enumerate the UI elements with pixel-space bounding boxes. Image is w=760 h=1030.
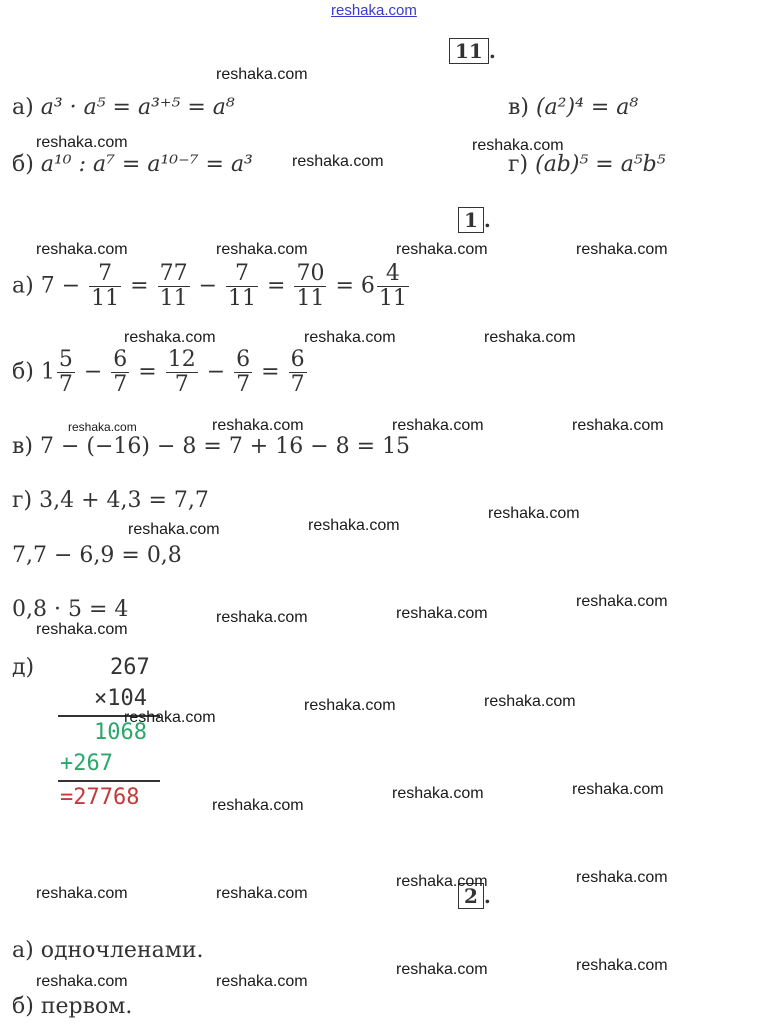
task-1-number: 1 . (458, 207, 491, 233)
fraction: $\frac{70}{11}$ (296, 261, 325, 311)
task-1-g-expression-1: 3,4 + 4,3 = 7,7 (39, 488, 209, 513)
watermark: reshaka.com (216, 973, 308, 990)
divider-line (58, 780, 160, 782)
task-1-box: 1 (458, 207, 484, 233)
fraction: $\frac{12}{7}$ (167, 347, 196, 397)
whole-part: 1 (40, 359, 55, 385)
site-header-link[interactable]: reshaka.com (331, 2, 417, 19)
item-label: б) (12, 359, 34, 385)
multiplier: ×104 (94, 686, 147, 711)
item-label: б) (12, 994, 34, 1019)
watermark: reshaka.com (396, 873, 488, 890)
watermark: reshaka.com (572, 417, 664, 434)
operator: = (335, 273, 354, 299)
watermark: reshaka.com (36, 241, 128, 258)
fraction: $\frac{6}{7}$ (236, 347, 251, 397)
watermark: reshaka.com (36, 885, 128, 902)
watermark: reshaka.com (572, 781, 664, 798)
operator: = (267, 273, 286, 299)
watermark: reshaka.com (484, 329, 576, 346)
watermark: reshaka.com (576, 593, 668, 610)
operator: − (83, 359, 103, 385)
watermark: reshaka.com (216, 66, 308, 83)
watermark: reshaka.com (212, 417, 304, 434)
item-label: в) (508, 95, 529, 120)
task-2-b-answer: первом. (40, 994, 133, 1019)
item-label: б) (12, 152, 34, 177)
task-1-v (12, 434, 410, 460)
task-2-number: 2 . (458, 883, 491, 909)
operator: − (61, 273, 81, 299)
item-label: а) (12, 938, 34, 963)
watermark: reshaka.com (392, 785, 484, 802)
watermark: reshaka.com (396, 961, 488, 978)
multiplicand: 267 (110, 655, 150, 680)
item-label: г) (12, 488, 33, 513)
watermark: reshaka.com (216, 885, 308, 902)
task-2-b (12, 994, 132, 1020)
task-1-g-line2: 7,7 − 6,9 = 0,8 (12, 543, 182, 568)
partial-product-2: +267 (60, 751, 113, 776)
item-label: в) (12, 434, 33, 459)
operator: − (206, 359, 226, 385)
item-label: а) (12, 273, 34, 299)
watermark: reshaka.com (216, 609, 308, 626)
task-1-b (12, 348, 309, 397)
fraction: $\frac{77}{11}$ (159, 261, 188, 311)
watermark: reshaka.com (36, 134, 128, 151)
watermark: reshaka.com (576, 869, 668, 886)
watermark: reshaka.com (304, 697, 396, 714)
fraction: $\frac{5}{7}$ (58, 347, 73, 397)
task-11-box: 11 (449, 38, 489, 64)
task-11-number: 11 . (449, 38, 496, 64)
watermark: reshaka.com (392, 417, 484, 434)
watermark: reshaka.com (124, 709, 216, 726)
task-11-b (12, 152, 253, 178)
task-1-d-label: д) (12, 655, 35, 680)
operator: = (138, 359, 157, 385)
watermark: reshaka.com (472, 137, 564, 154)
task-11-g (508, 152, 666, 178)
watermark: reshaka.com (576, 957, 668, 974)
task-1-g-line1 (12, 488, 209, 514)
task-1-g-line3: 0,8 · 5 = 4 (12, 597, 129, 622)
task-11-a (12, 95, 235, 121)
watermark: reshaka.com (212, 797, 304, 814)
watermark: reshaka.com (292, 153, 384, 170)
watermark: reshaka.com (576, 241, 668, 258)
fraction: $\frac{6}{7}$ (113, 347, 128, 397)
task-11-a-expression: a³ · a⁵ = a³⁺⁵ = a⁸ (40, 95, 235, 120)
final-product: =27768 (60, 785, 140, 810)
task-2-a (12, 938, 204, 964)
watermark: reshaka.com (396, 605, 488, 622)
watermark: reshaka.com (36, 973, 128, 990)
whole-part: 6 (360, 273, 375, 299)
watermark: reshaka.com (304, 329, 396, 346)
fraction: $\frac{7}{11}$ (91, 261, 120, 311)
task-1-v-expression: 7 − (−16) − 8 = 7 + 16 − 8 = 15 (39, 434, 411, 459)
watermark: reshaka.com (308, 517, 400, 534)
task-11-g-expression: (ab)⁵ = a⁵b⁵ (535, 152, 666, 177)
operator: = (130, 273, 149, 299)
item-label: а) (12, 95, 34, 120)
operator: = (261, 359, 280, 385)
watermark: reshaka.com (128, 521, 220, 538)
fraction: $\frac{7}{11}$ (228, 261, 257, 311)
watermark: reshaka.com (484, 693, 576, 710)
task-2-a-answer: одночленами. (40, 938, 204, 963)
number: 7 (40, 273, 55, 299)
watermark: reshaka.com (488, 505, 580, 522)
task-11-b-expression: a¹⁰ : a⁷ = a¹⁰⁻⁷ = a³ (40, 152, 253, 177)
task-1-a (12, 262, 411, 311)
watermark: reshaka.com (124, 329, 216, 346)
watermark: reshaka.com (68, 420, 137, 434)
task-11-v (508, 95, 638, 121)
fraction: $\frac{6}{7}$ (290, 347, 305, 397)
partial-product-1: 1068 (94, 720, 147, 745)
watermark: reshaka.com (36, 621, 128, 638)
task-2-box: 2 (458, 883, 484, 909)
item-label: г) (508, 152, 529, 177)
operator: − (198, 273, 218, 299)
fraction: $\frac{4}{11}$ (378, 261, 407, 311)
watermark: reshaka.com (396, 241, 488, 258)
task-11-v-expression: (a²)⁴ = a⁸ (535, 95, 639, 120)
watermark: reshaka.com (216, 241, 308, 258)
